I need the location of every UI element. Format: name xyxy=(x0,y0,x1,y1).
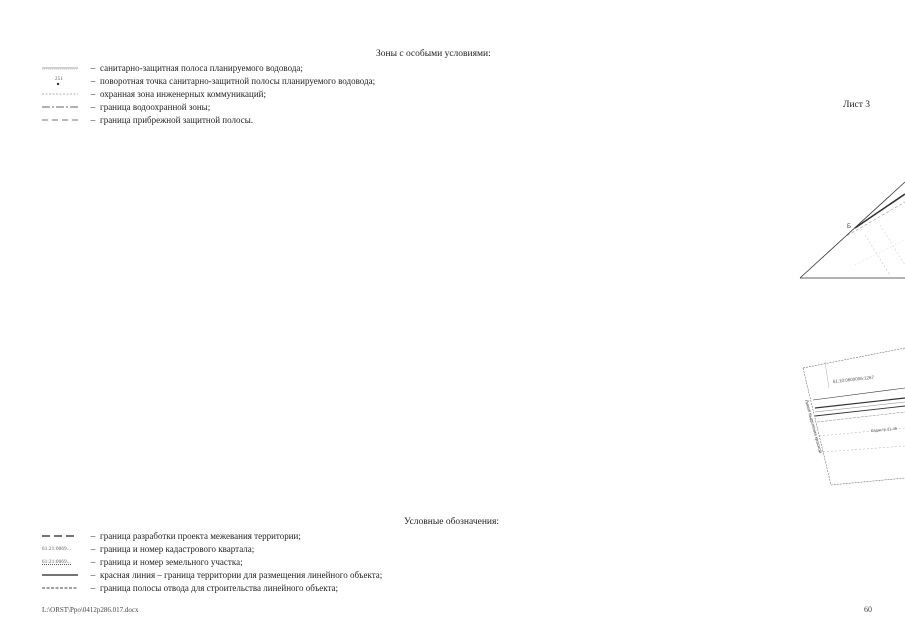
map-rotated-text: Линия выделения красной xyxy=(804,398,824,454)
water-protection-symbol xyxy=(42,101,82,113)
legend-item-cadastral-quarter: 61:21:0069... – граница и номер кадастрового квартала; xyxy=(42,544,255,554)
legend-item-red-line: – красная линия – граница территории для размещения линейного объекта; xyxy=(42,569,382,581)
footer-file-path: L:\ORST\Ppo\0412p286.017.docx xyxy=(42,606,139,614)
sanitary-strip-symbol xyxy=(42,62,82,74)
engineering-zone-symbol xyxy=(42,88,82,100)
turn-point-symbol: 251 xyxy=(42,75,82,87)
allotment-strip-symbol xyxy=(42,582,82,594)
map-fragment-lower xyxy=(795,340,905,490)
parcel-label-1: 61:10:0600006:1267 xyxy=(832,374,875,384)
sheet-label: Лист 3 xyxy=(843,100,871,110)
zone-item-sanitary-strip: – санитарно-защитная полоса планируемого водовода; xyxy=(42,62,303,74)
page-number: 60 xyxy=(864,605,872,614)
legend-item-land-plot: 61:21:0069... – граница и номер земельного участка; xyxy=(42,557,243,567)
special-zones-title: Зоны с особыми условиями: xyxy=(376,49,491,59)
map-fragment-upper xyxy=(795,180,905,285)
red-line-symbol xyxy=(42,569,82,581)
legend-item-project-boundary: – граница разработки проекта межевания территории; xyxy=(42,530,301,542)
zone-item-coastal-strip: – граница прибрежной защитной полосы. xyxy=(42,114,253,126)
map-label-b: Б xyxy=(847,224,851,230)
zone-item-engineering-protection: – охранная зона инженерных коммуникаций; xyxy=(42,88,266,100)
legend-title: Условные обозначения: xyxy=(404,517,500,527)
zone-item-turn-point: 251 – поворотная точка санитарно-защитной полосы планируемого водовода; xyxy=(42,75,375,87)
parcel-label-2: Кадастр 21.46 xyxy=(870,425,898,433)
cadastral-quarter-symbol: 61:21:0069... xyxy=(42,546,72,552)
coastal-strip-symbol xyxy=(42,114,82,126)
zone-item-water-protection: – граница водоохранной зоны; xyxy=(42,101,210,113)
project-boundary-symbol xyxy=(42,530,82,542)
land-plot-symbol: 61:21:0069... xyxy=(42,559,72,565)
legend-item-allotment-strip: – граница полосы отвода для строительства линейного объекта; xyxy=(42,582,338,594)
